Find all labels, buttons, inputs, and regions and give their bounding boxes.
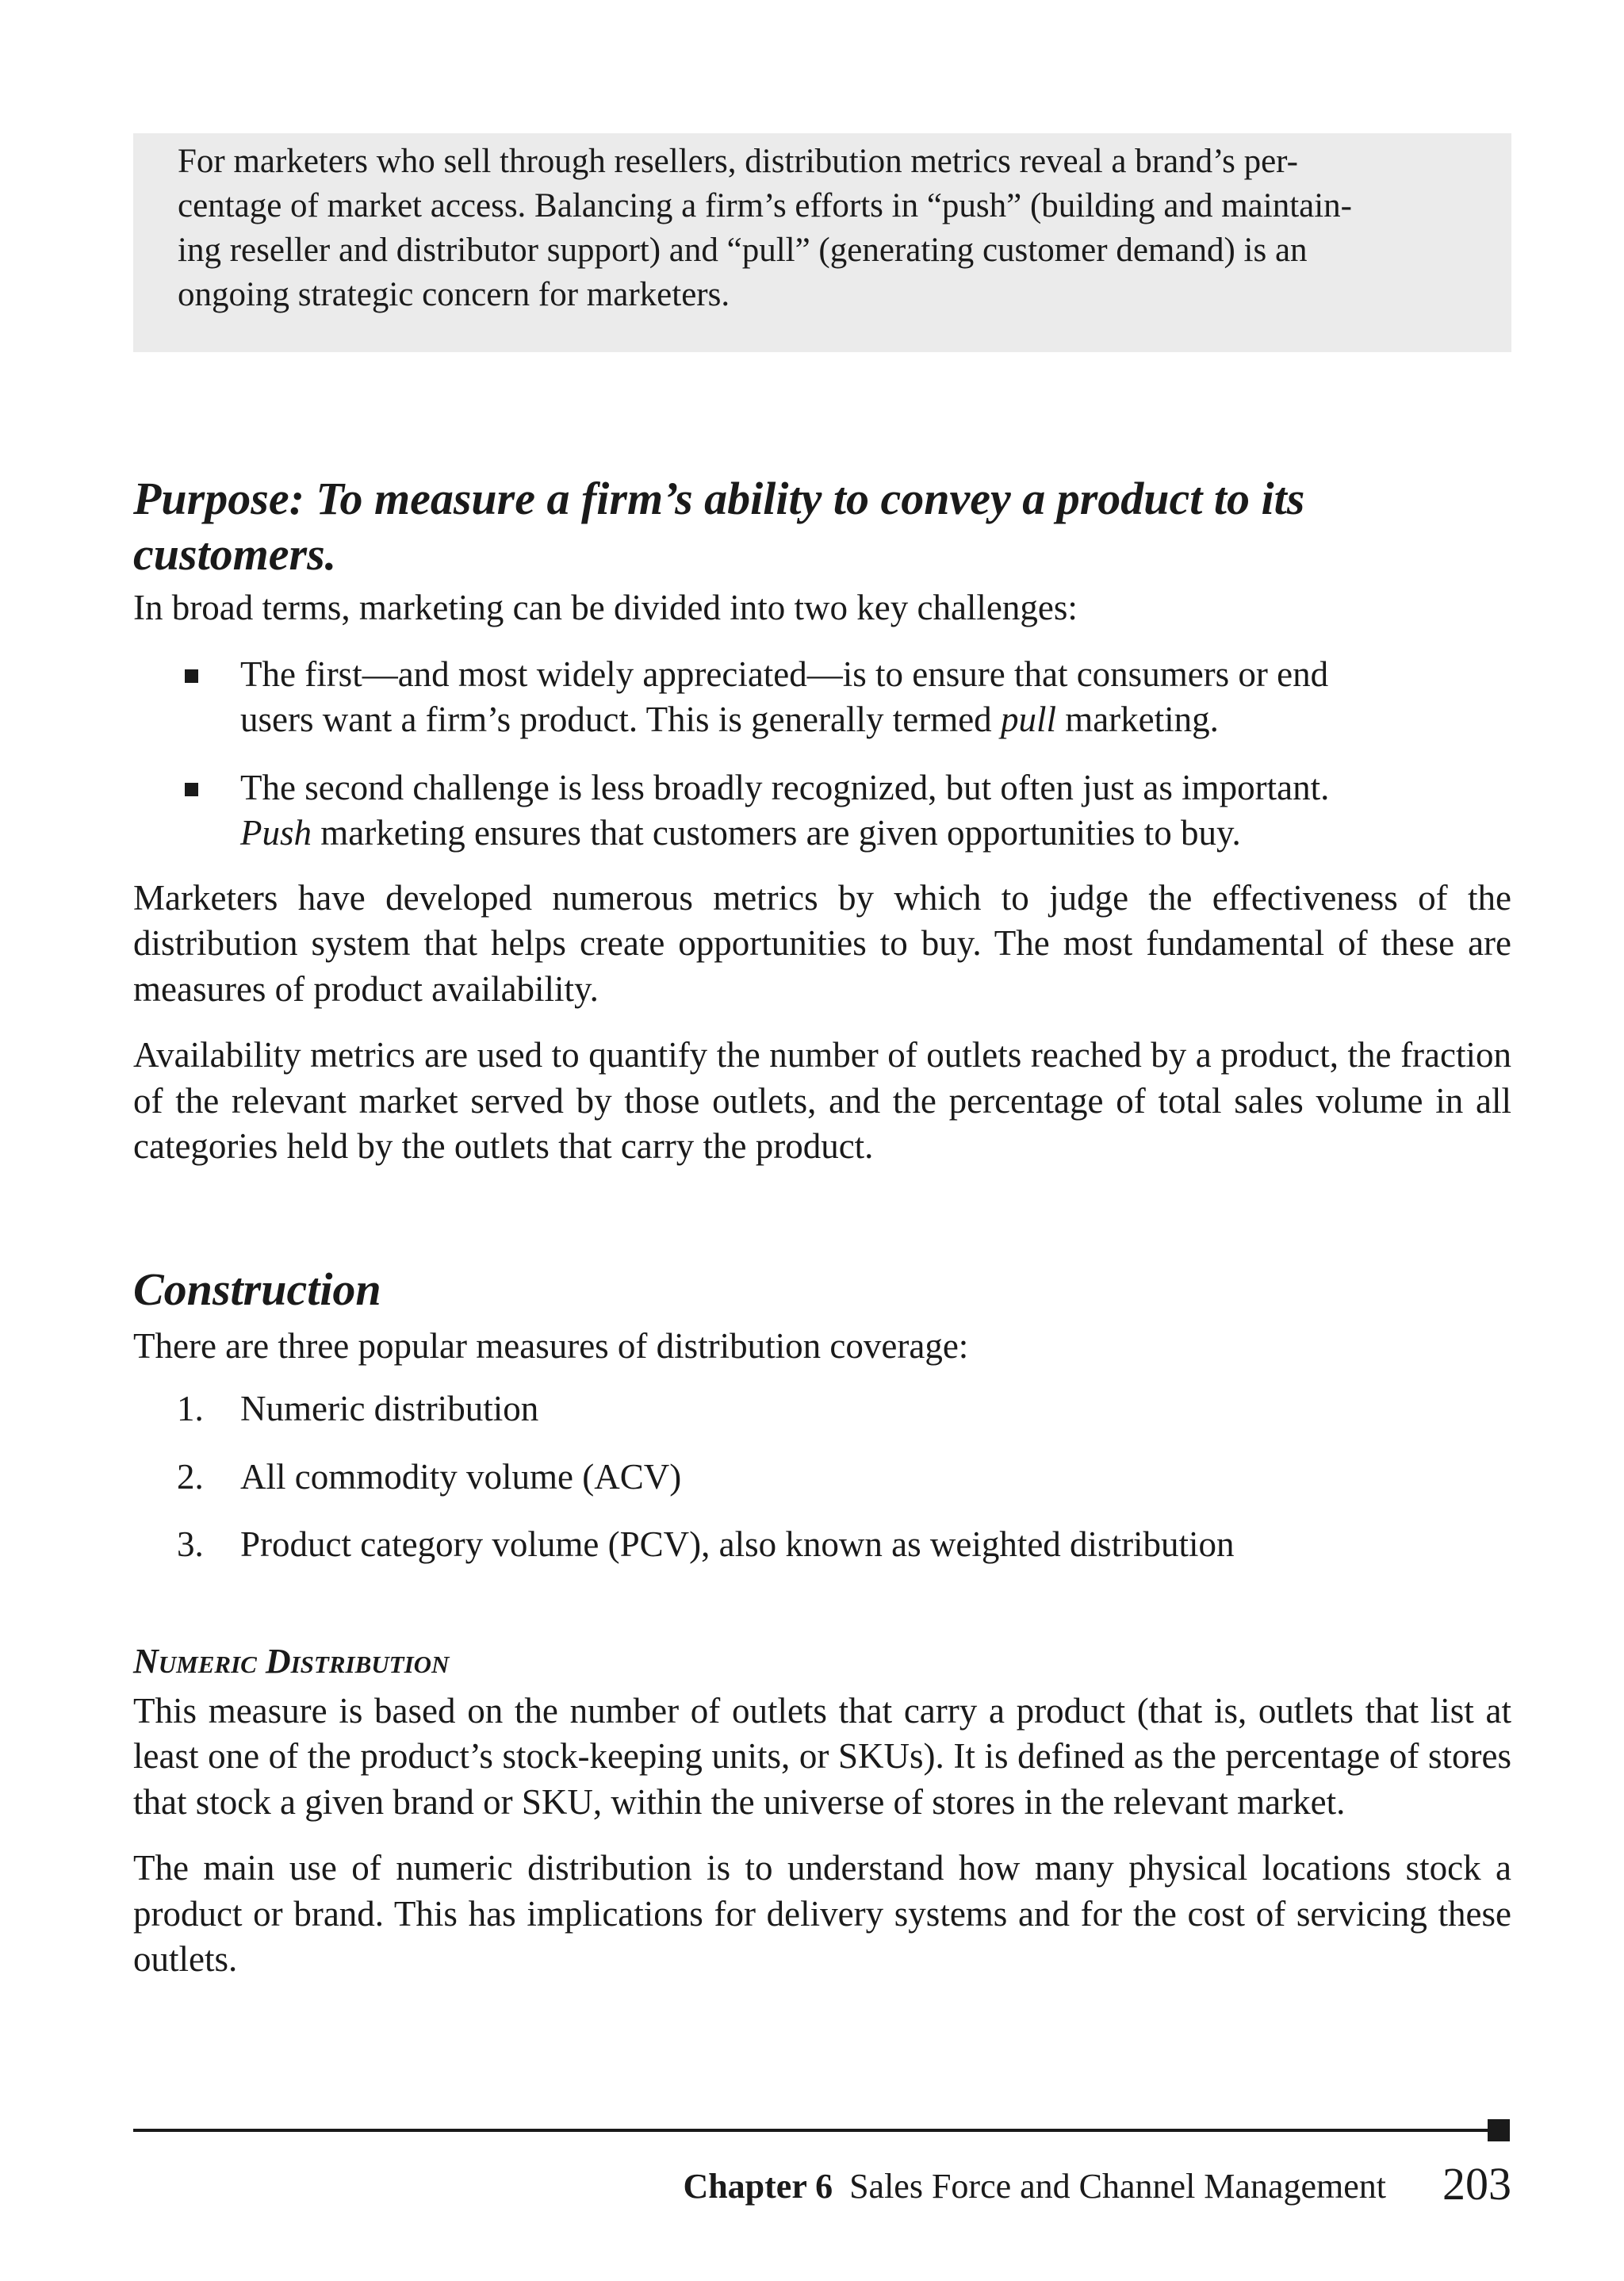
footer-rule: [133, 2129, 1489, 2132]
callout-line: For marketers who sell through resellers, distribution metrics reveal a brand’s per-: [178, 143, 1298, 180]
body-paragraph: This measure is based on the number of outlets that carry a product (that is, outlets that list at least one of the product’s stock-keeping units, or SKUs). It is defined as the percentage of stores that stock a given brand or SKU, within the universe of stores in the relevant market.: [133, 1690, 1511, 1822]
emphasis-pull: pull: [1000, 700, 1056, 739]
list-item: [133, 652, 1511, 743]
construction-intro: There are three popular measures of distribution coverage:: [133, 1325, 969, 1366]
measures-list: [133, 1386, 1511, 1568]
callout-line: centage of market access. Balancing a firm’s efforts in “push” (building and maintain-: [178, 187, 1353, 224]
list-text: Numeric distribution: [240, 1389, 539, 1428]
callout-line: ing reseller and distributor support) and “pull” (generating customer demand) is an: [178, 232, 1308, 269]
bullet-line: users want a firm’s product. This is generally termed pull marketing.: [240, 700, 1219, 739]
list-item: [133, 1522, 1511, 1568]
body-paragraph: Marketers have developed numerous metrics by which to judge the effectiveness of the distribution system that helps create opportunities to buy. The most fundamental of these are measures of product availability.: [133, 877, 1511, 1009]
emphasis-push: Push: [240, 813, 312, 853]
challenge-list: [133, 652, 1511, 857]
bullet-square-icon: [185, 783, 198, 796]
list-item: [133, 1386, 1511, 1432]
purpose-intro: In broad terms, marketing can be divided into two key challenges:: [133, 588, 1078, 627]
list-item: [133, 765, 1511, 857]
construction-heading: Construction: [133, 1263, 381, 1315]
page-content: [133, 133, 1511, 1983]
bullet-square-icon: [185, 669, 198, 683]
bullet-line: The first—and most widely appreciated—is to ensure that consumers or end: [240, 654, 1329, 694]
page-footer: [683, 2159, 1511, 2210]
footer-square-icon: [1488, 2119, 1510, 2141]
callout-line: ongoing strategic concern for marketers.: [178, 276, 730, 313]
summary-callout: [133, 133, 1511, 352]
list-text: Product category volume (PCV), also known as weighted distribution: [240, 1524, 1235, 1564]
page-number: 203: [1442, 2158, 1511, 2210]
numeric-distribution-heading: Numeric Distribution: [133, 1641, 450, 1681]
bullet-line: Push marketing ensures that customers are given opportunities to buy.: [240, 813, 1241, 853]
list-number: 1.: [177, 1389, 204, 1428]
list-number: 2.: [177, 1456, 204, 1497]
body-paragraph: Availability metrics are used to quantify the number of outlets reached by a product, the fraction of the relevant market served by those outlets, and the percentage of total sales volume in all categories held by the outlets that carry the product.: [133, 1035, 1511, 1166]
footer-title: Sales Force and Channel Management: [849, 2167, 1386, 2206]
list-number: 3.: [177, 1524, 204, 1564]
list-item: [133, 1455, 1511, 1501]
list-text: All commodity volume (ACV): [240, 1456, 682, 1497]
body-paragraph: The main use of numeric distribution is to understand how many physical locations stock a product or brand. This has implications for delivery systems and for the cost of servicing these outlets.: [133, 1848, 1511, 1979]
purpose-heading: Purpose: To measure a firm’s ability to convey a product to its customers.: [133, 473, 1305, 580]
footer-chapter: Chapter 6: [683, 2167, 833, 2206]
bullet-line: The second challenge is less broadly recognized, but often just as important.: [240, 767, 1330, 807]
